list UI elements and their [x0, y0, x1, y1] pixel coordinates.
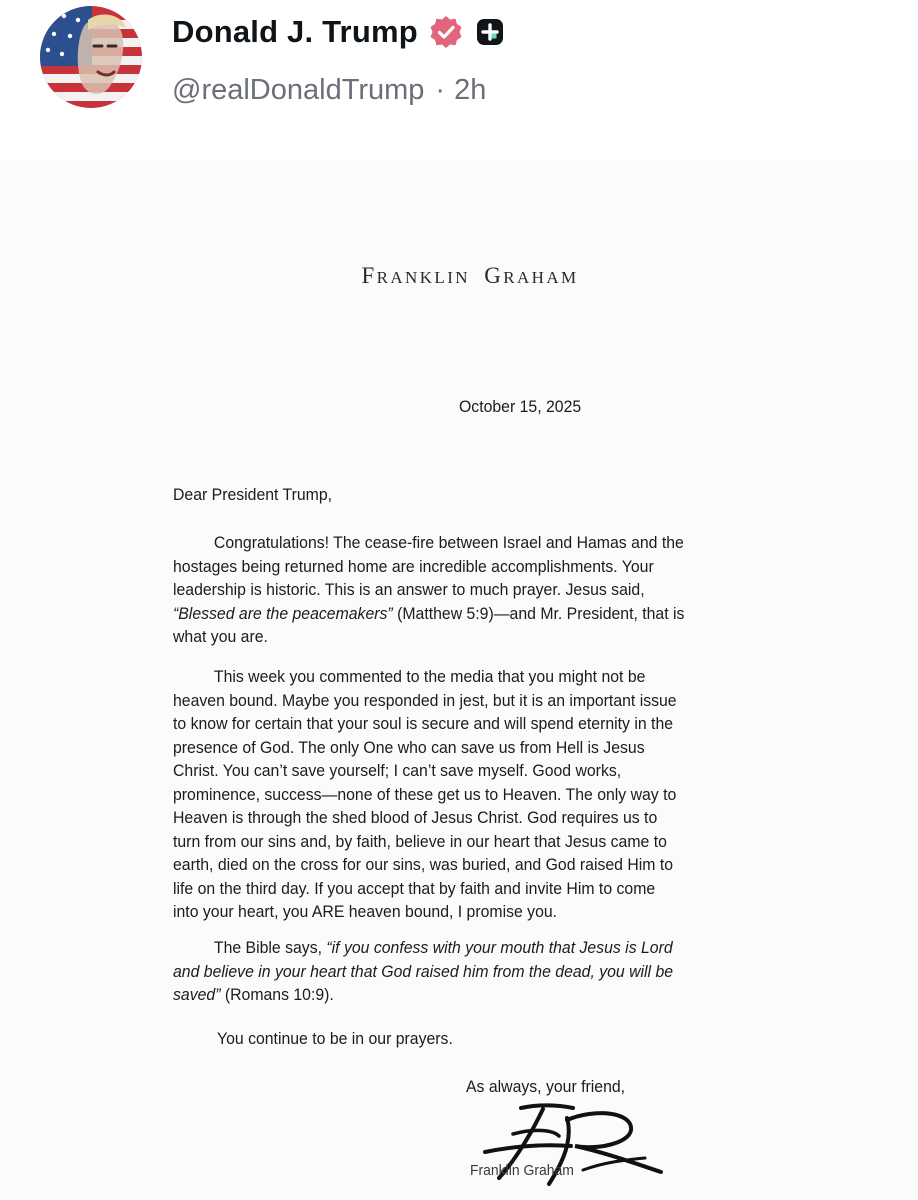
- letter-date: October 15, 2025: [459, 397, 582, 416]
- letter-image[interactable]: [0, 160, 918, 1200]
- display-name[interactable]: Donald J. Trump: [172, 14, 418, 49]
- separator-dot: ·: [435, 73, 446, 106]
- letter-closing: As always, your friend,: [466, 1077, 626, 1096]
- post-header: [0, 0, 918, 160]
- truth-plus-icon: [476, 18, 504, 46]
- letterhead: FRANKLIN GRAHAM: [361, 263, 579, 288]
- avatar[interactable]: [40, 6, 142, 108]
- user-handle[interactable]: @realDonaldTrump: [172, 73, 425, 106]
- letter-paragraph-4: You continue to be in our prayers.: [217, 1029, 453, 1048]
- letter-salutation: Dear President Trump,: [173, 485, 333, 504]
- handle-row: [172, 68, 486, 112]
- display-name-row: [172, 10, 504, 54]
- letter-paragraph-3: The Bible says, “if you confess with your mouth that Jesus is Lord and believe in your heart that God raised him from the dead, you will be saved” (Romans 10:9).: [173, 938, 674, 1004]
- letter-paragraph-2: This week you commented to the media that you might not be heaven bound. Maybe you responded in jest, but it is an important issue to know for certain that your soul is secure and will spend eternity in the presence of God. The only One who can save us from Hell is Jesus Christ. You can’t save yourself; I can’t save myself. Good works, prominence, success—none of these get us to Heaven. The only way to Heaven is through the shed blood of Jesus Christ. God requires us to turn from our sins and, by faith, believe in our heart that Jesus came to earth, died on the cross for our sins, was buried, and God raised Him to life on the third day. If you accept that by faith and invite Him to come into your heart, you ARE heaven bound, I promise you.: [173, 667, 677, 921]
- verified-badge-icon: [428, 14, 464, 50]
- signer-name: Franklin Graham: [470, 1162, 574, 1179]
- avatar-image: [40, 6, 142, 108]
- letter-paragraph-1: Congratulations! The cease-fire between Israel and Hamas and the hostages being returned home are incredible accomplishments. Your leadership is historic. This is an answer to much prayer. Jesus said, “Blessed are the peacemakers” (Matthew 5:9)—and Mr. President, that is what you are.: [173, 533, 685, 646]
- post-timestamp[interactable]: 2h: [454, 73, 487, 106]
